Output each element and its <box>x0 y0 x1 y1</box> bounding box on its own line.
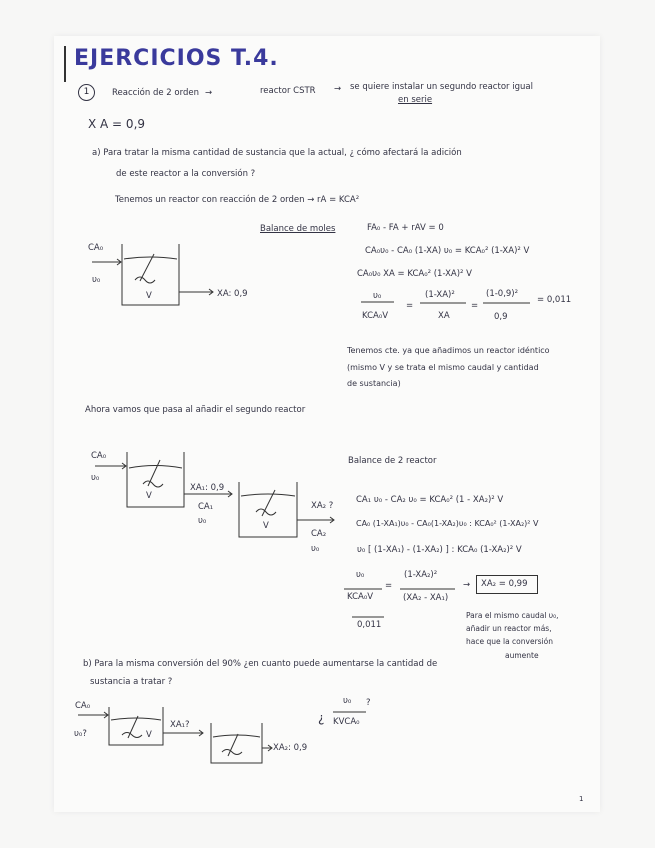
r1-blade <box>143 481 163 487</box>
ask-num: υ₀ <box>343 696 352 706</box>
equals-glyph: = <box>385 581 393 591</box>
equals-glyph: = <box>406 301 414 311</box>
r2-volume: V <box>263 521 269 531</box>
second-reactor-intro: Ahora vamos que pasa al añadir el segundo reactor <box>85 405 306 415</box>
rate-law-line: Tenemos un reactor con reacción de 2 orden → rA = KCA² <box>115 195 360 205</box>
r1-vessel <box>127 452 184 507</box>
arrow-glyph: → <box>463 580 471 590</box>
exercise-number: 1 <box>78 84 95 101</box>
question-b-line2: sustancia a tratar ? <box>90 677 173 687</box>
ask-den: KVCA₀ <box>333 717 360 727</box>
balance-2-label: Balance de 2 reactor <box>348 456 437 466</box>
equals-glyph: = <box>471 301 479 311</box>
f-den: KCA₀V <box>347 592 374 602</box>
note-line1: Tenemos cte. ya que añadimos un reactor idéntico <box>347 346 550 355</box>
arrow-glyph: → <box>334 84 342 94</box>
reactor-liquid <box>124 257 177 259</box>
f-num: υ₀ <box>356 570 365 580</box>
r1-volume: V <box>146 491 152 501</box>
b-inlet-conc: CA₀ <box>75 701 91 711</box>
conclusion-2: añadir un reactor más, <box>466 624 552 633</box>
eq3-right-num: (1-0,9)² <box>486 289 519 299</box>
r2-vessel <box>239 482 297 537</box>
intro-reaction: Reacción de 2 orden <box>112 88 199 98</box>
reactor-volume: V <box>146 291 152 301</box>
b-inlet-flow: υ₀? <box>74 729 87 739</box>
reactor-inlet-conc: CA₀ <box>88 243 104 253</box>
r2-outlet-conv: XA₂ ? <box>311 501 334 511</box>
r1-inlet-flow: υ₀ <box>91 473 100 483</box>
intro-request: se quiere instalar un segundo reactor igual <box>350 82 533 92</box>
note-line3: de sustancia) <box>347 379 401 388</box>
conclusion-3: hace que la conversión <box>466 637 553 646</box>
r1-inlet-conc: CA₀ <box>91 451 107 461</box>
conclusion-4: aumente <box>505 651 539 660</box>
r1-outlet-flow: υ₀ <box>198 516 207 526</box>
note-line2: (mismo V y se trata el mismo caudal y cantidad <box>347 363 539 372</box>
ask-close: ? <box>366 698 371 708</box>
page-title: EJERCICIOS T.4. <box>74 46 279 71</box>
question-a-line2: de este reactor a la conversión ? <box>116 169 256 179</box>
f-constant: 0,011 <box>357 620 382 630</box>
arrow-glyph: → <box>205 88 213 98</box>
eq-b3: υ₀ [ (1-XA₁) - (1-XA₂) ] : KCA₀ (1-XA₂)² V <box>357 545 522 555</box>
ask-open: ¿ <box>318 711 325 725</box>
mole-balance-eq: FA₀ - FA + rAV = 0 <box>367 223 444 233</box>
f-mid-num: (1-XA₂)² <box>404 570 438 580</box>
b-r2-vessel <box>211 723 262 763</box>
eq-b1: CA₁ υ₀ - CA₂ υ₀ = KCA₀² (1 - XA₂)² V <box>356 495 504 505</box>
page-number: 1 <box>579 795 584 803</box>
eq2: CA₀υ₀ XA = KCA₀² (1-XA)² V <box>357 269 472 279</box>
eq3-den: KCA₀V <box>362 311 389 321</box>
r2-liquid <box>241 494 295 496</box>
conclusion-1: Para el mismo caudal υ₀, <box>466 611 559 620</box>
b-r1-vessel <box>109 707 163 745</box>
reactor-inlet-flow: υ₀ <box>92 275 101 285</box>
question-b-line1: b) Para la misma conversión del 90% ¿en cuanto puede aumentarse la cantidad de <box>83 659 438 669</box>
eq1: CA₀υ₀ - CA₀ (1-XA) υ₀ = KCA₀² (1-XA)² V <box>365 246 530 256</box>
reactor-vessel <box>122 244 179 305</box>
r1-outlet-conv: XA₁: 0,9 <box>190 483 225 493</box>
agitator-shaft <box>140 254 154 281</box>
b-r1-volume: V <box>146 730 152 740</box>
f-result: XA₂ = 0,99 <box>481 579 528 589</box>
eq3-right-den: 0,9 <box>494 312 508 322</box>
b-intermediate: XA₁? <box>170 720 190 730</box>
question-a-line1: a) Para tratar la misma cantidad de sustancia que la actual, ¿ cómo afectará la adición <box>92 148 462 158</box>
eq3-mid-den: XA <box>438 311 450 321</box>
given-conversion: X A = 0,9 <box>88 117 146 131</box>
r2-blade <box>256 509 276 515</box>
r1-shaft <box>148 460 160 486</box>
eq3-num: υ₀ <box>373 291 382 301</box>
intro-reactor: reactor CSTR <box>260 86 316 96</box>
r2-outlet-conc: CA₂ <box>311 529 327 539</box>
r1-liquid <box>129 466 182 469</box>
eq-b2: CA₀ (1-XA₁)υ₀ - CA₀(1-XA₂)υ₀ : KCA₀² (1-XA₂)² V <box>356 519 539 528</box>
intro-series: en serie <box>398 95 433 105</box>
eq3-mid-num: (1-XA)² <box>425 290 455 300</box>
eq3-result: = 0,011 <box>537 295 572 305</box>
f-mid-den: (XA₂ - XA₁) <box>403 593 449 603</box>
mole-balance-label: Balance de moles <box>260 224 336 234</box>
agitator-blade <box>135 277 155 283</box>
b-outlet: XA₂: 0,9 <box>273 743 308 753</box>
r1-outlet-conc: CA₁ <box>198 502 214 512</box>
reactor-outlet: XA: 0,9 <box>217 289 248 299</box>
r2-outlet-flow: υ₀ <box>311 544 320 554</box>
